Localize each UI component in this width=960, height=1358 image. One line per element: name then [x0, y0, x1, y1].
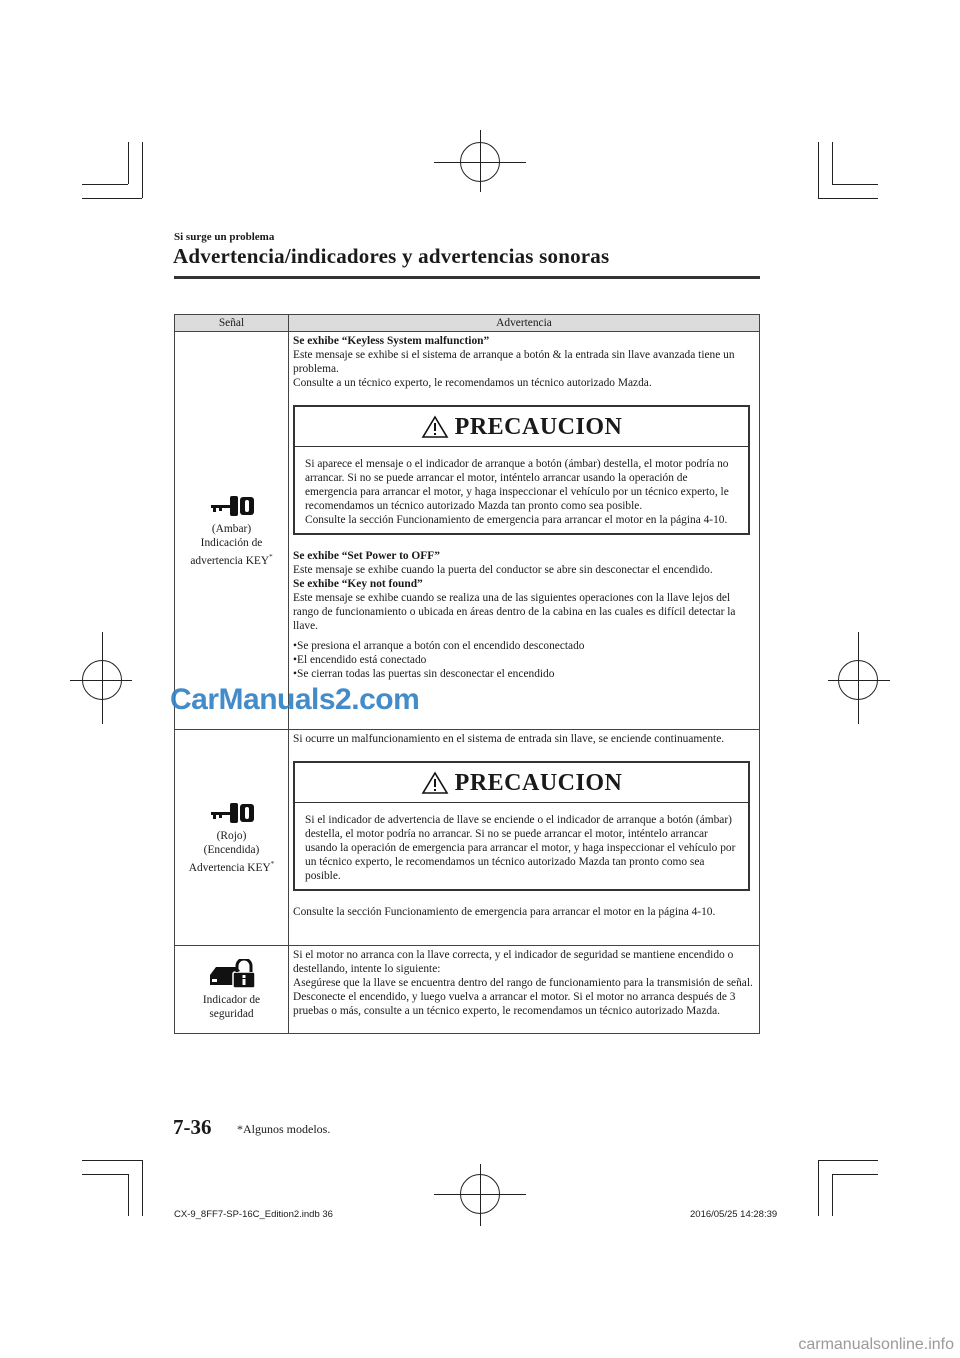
signal-label: Advertencia KEY* [188, 859, 275, 874]
crop-mark [128, 142, 129, 184]
message-text: Este mensaje se exhibe cuando la puerta del conductor se abre sin desconectar el encendido. [293, 564, 713, 576]
warning-cell [289, 946, 760, 1034]
registration-mark [480, 130, 481, 192]
crop-mark [82, 198, 142, 199]
title-rule [174, 276, 760, 279]
key-warning-icon [179, 801, 284, 825]
caution-title: PRECAUCION [454, 413, 623, 440]
registration-mark [480, 1164, 481, 1226]
registration-mark [70, 680, 132, 681]
message-heading: Se exhibe “Key not found” [293, 578, 423, 590]
warning-cell [289, 730, 760, 946]
crop-mark [82, 184, 128, 185]
message-text: Asegúrese que la llave se encuentra dentro del rango de funcionamiento para la transmisión de señal. Desconecte el encendido, y luego vuelva a arrancar el motor. Si el motor no arranca después de 3 pruebas o más, consulte a un técnico experto, le recomendamos un técnico autorizado Mazda. [293, 977, 753, 1017]
column-header-warning: Advertencia [289, 315, 760, 332]
list-item: •Se presiona el arranque a botón con el encendido desconectado [293, 640, 585, 652]
crop-mark [832, 1174, 878, 1175]
message-heading: Se exhibe “Keyless System malfunction” [293, 335, 490, 347]
message-text: Consulte a un técnico experto, le recomendamos un técnico autorizado Mazda. [293, 377, 652, 389]
registration-mark [858, 632, 859, 724]
registration-mark [102, 632, 103, 724]
watermark-logo: CarManuals2.com [170, 683, 420, 716]
signal-label: Indicador de [202, 993, 261, 1006]
message-heading: Se exhibe “Set Power to OFF” [293, 550, 440, 562]
crop-mark [832, 142, 833, 184]
column-header-signal: Señal [175, 315, 289, 332]
signal-label: (Rojo) [216, 829, 247, 842]
page-number: 7-36 [173, 1115, 212, 1139]
caution-text: Si el indicador de advertencia de llave se enciende o el indicador de arranque a botón (ámbar) destella, el motor podría no arrancar. Si no se puede arrancar el motor, inténtelo arrancar usando la operación de emergencia para arrancar el motor, y haga inspeccionar el vehículo por un técnico experto, le recomendamos un técnico autorizado Mazda tan pronto como sea posible. [305, 814, 736, 882]
table-header-row [175, 315, 760, 332]
crop-mark [128, 1174, 129, 1216]
table-row [175, 332, 760, 730]
caution-text: Si aparece el mensaje o el indicador de arranque a botón (ámbar) destella, el motor podría no arrancar. Si no se puede arrancar el motor, inténtelo arrancar usando la operación de emergencia para arrancar el motor, y haga inspeccionar el vehículo por un técnico experto, le recomendamos un técnico autorizado Mazda tan pronto como sea posible. [305, 458, 729, 512]
warning-cell [289, 332, 760, 730]
crop-mark [818, 198, 878, 199]
registration-mark [828, 680, 890, 681]
key-warning-icon [179, 494, 284, 518]
message-text: Si el motor no arranca con la llave correcta, y el indicador de seguridad se mantiene encendido o destellando, intente lo siguiente: [293, 949, 734, 975]
caution-header [295, 763, 748, 803]
list-item: •El encendido está conectado [293, 654, 427, 666]
signal-label: (Encendida) [203, 843, 260, 856]
caution-title: PRECAUCION [454, 769, 623, 796]
crop-mark [82, 1174, 128, 1175]
crop-mark [818, 1160, 878, 1161]
caution-body [295, 447, 748, 533]
footnote: *Algunos modelos. [237, 1122, 331, 1136]
watermark-site: carmanualsonline.info [798, 1336, 954, 1353]
caution-body [295, 803, 748, 889]
bullet-list [293, 639, 755, 681]
section-label: Si surge un problema [174, 231, 275, 243]
warning-triangle-icon [421, 771, 449, 795]
signal-label: seguridad [209, 1007, 254, 1020]
security-indicator-icon [179, 959, 284, 989]
crop-mark [832, 1174, 833, 1216]
list-item: •Se cierran todas las puertas sin desconectar el encendido [293, 668, 555, 680]
message-text: Este mensaje se exhibe si el sistema de arranque a botón & la entrada sin llave avanzada tiene un problema. [293, 349, 735, 375]
message-text: Consulte la sección Funcionamiento de emergencia para arrancar el motor en la página 4-10. [293, 906, 716, 918]
signal-label: advertencia KEY* [190, 552, 273, 567]
print-timestamp: 2016/05/25 14:28:39 [690, 1209, 778, 1220]
message-text: Si ocurre un malfuncionamiento en el sistema de entrada sin llave, se enciende continuamente. [293, 733, 725, 745]
crop-mark [818, 1160, 819, 1216]
caution-box [293, 405, 750, 535]
crop-mark [142, 1160, 143, 1216]
warning-triangle-icon [421, 415, 449, 439]
warning-table [174, 314, 760, 1034]
table-row [175, 946, 760, 1034]
signal-label: Indicación de [200, 536, 263, 549]
signal-cell [175, 946, 289, 1034]
crop-mark [832, 184, 878, 185]
crop-mark [82, 1160, 142, 1161]
crop-mark [142, 142, 143, 198]
caution-header [295, 407, 748, 447]
print-imprint: CX-9_8FF7-SP-16C_Edition2.indb 36 [174, 1209, 333, 1220]
message-text: Este mensaje se exhibe cuando se realiza una de las siguientes operaciones con la llave lejos del rango de funcionamiento o ubicada en áreas dentro de la cabina en las cuales es difícil detectar la llave. [293, 592, 736, 632]
page-title: Advertencia/indicadores y advertencias sonoras [173, 244, 610, 268]
caution-box [293, 761, 750, 891]
signal-cell [175, 332, 289, 730]
signal-cell [175, 730, 289, 946]
table-row [175, 730, 760, 946]
signal-label: (Ambar) [211, 522, 252, 535]
caution-text: Consulte la sección Funcionamiento de emergencia para arrancar el motor en la página 4-10. [305, 514, 728, 526]
crop-mark [818, 142, 819, 198]
